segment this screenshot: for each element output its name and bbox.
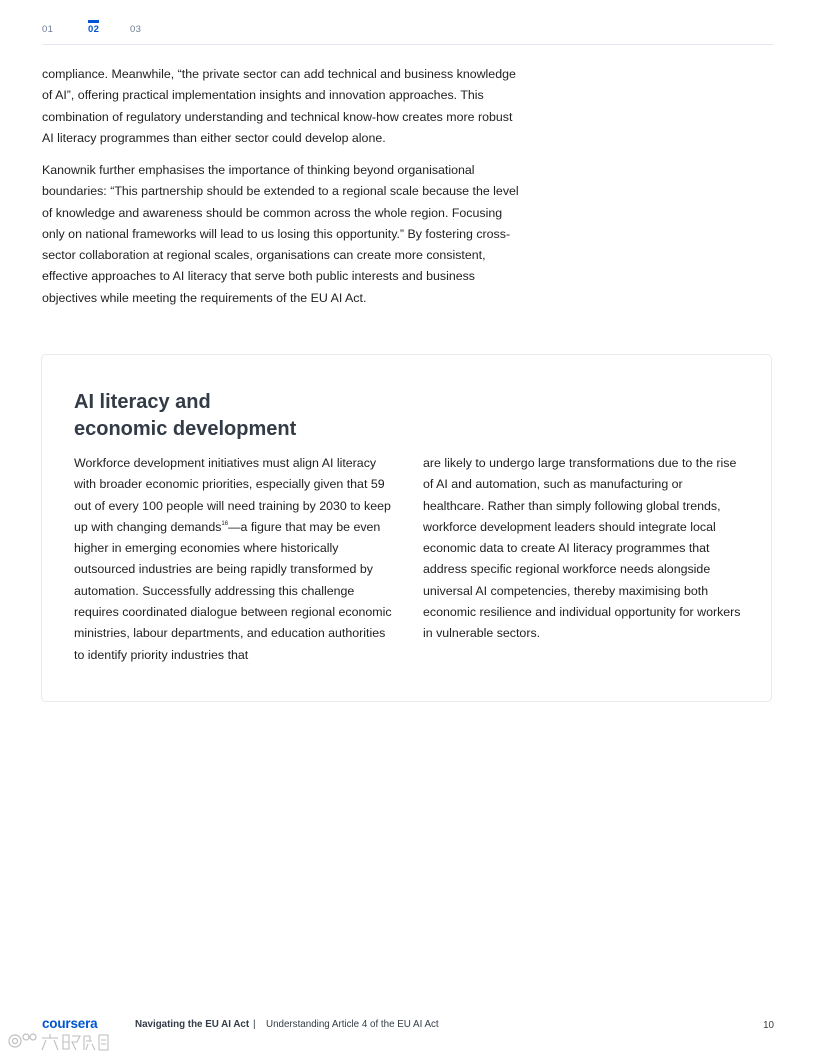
tab-03[interactable]: 03	[130, 24, 142, 35]
card-title-line-1: AI literacy and	[74, 391, 211, 413]
footer-section-title: Understanding Article 4 of the EU AI Act	[266, 1019, 439, 1030]
active-tab-indicator	[88, 20, 99, 23]
coursera-logo: coursera	[42, 1016, 98, 1031]
ai-literacy-callout-card	[41, 354, 772, 702]
tab-02[interactable]: 02	[88, 24, 100, 35]
card-left-text-after: —a figure that may be even higher in emerging economies where historically outsourced industries are being rapidly transformed by automation. Successfully addressing this challenge requires coordinated dialogue between regional economic ministries, labour departments, and education authorities to identify priority industries that	[74, 519, 392, 662]
card-column-left	[74, 453, 396, 666]
card-column-right: are likely to undergo large transformations due to the rise of AI and automation, such as manufacturing or healthcare. Rather than simply following global trends, workforce development leaders should integrate local economic data to create AI literacy programmes that address specific regional workforce needs alongside universal AI competencies, thereby maximising both economic resilience and individual opportunity for workers in vulnerable sectors.	[423, 456, 741, 641]
page-number: 10	[763, 1020, 774, 1031]
footer-document-title: Navigating the EU AI Act	[135, 1019, 250, 1030]
body-paragraph-2: Kanownik further emphasises the importance of thinking beyond organisational boundaries: “This partnership should be extended to a regional scale because the level of knowledge and awareness should be common across the whole region. Focusing only on national frameworks will lead to us losing this opportunity.” By fostering cross-sector collaboration at regional scales, organisations can create more consistent, effective approaches to AI literacy that serve both public interests and business objectives while meeting the requirements of the EU AI Act.	[42, 163, 519, 305]
card-title-line-2: economic development	[74, 418, 297, 440]
watermark-logo	[6, 1030, 110, 1052]
tab-01[interactable]: 01	[42, 24, 54, 35]
footer-separator: |	[253, 1019, 256, 1030]
card-title	[74, 389, 394, 443]
body-paragraph-1: compliance. Meanwhile, “the private sector can add technical and business knowledge of AI”, offering practical implementation insights and innovation approaches. This combination of regulatory understanding and technical know-how creates more robust AI literacy programmes than either sector could develop alone.	[42, 67, 516, 145]
card-left-text-before: Workforce development initiatives must align AI literacy with broader economic priorities, especially given that 59 out of every 100 people will need training by 2030 to keep up with changing demands	[74, 456, 391, 534]
section-tabs	[42, 22, 774, 45]
footnote-reference[interactable]: 16	[221, 520, 229, 527]
